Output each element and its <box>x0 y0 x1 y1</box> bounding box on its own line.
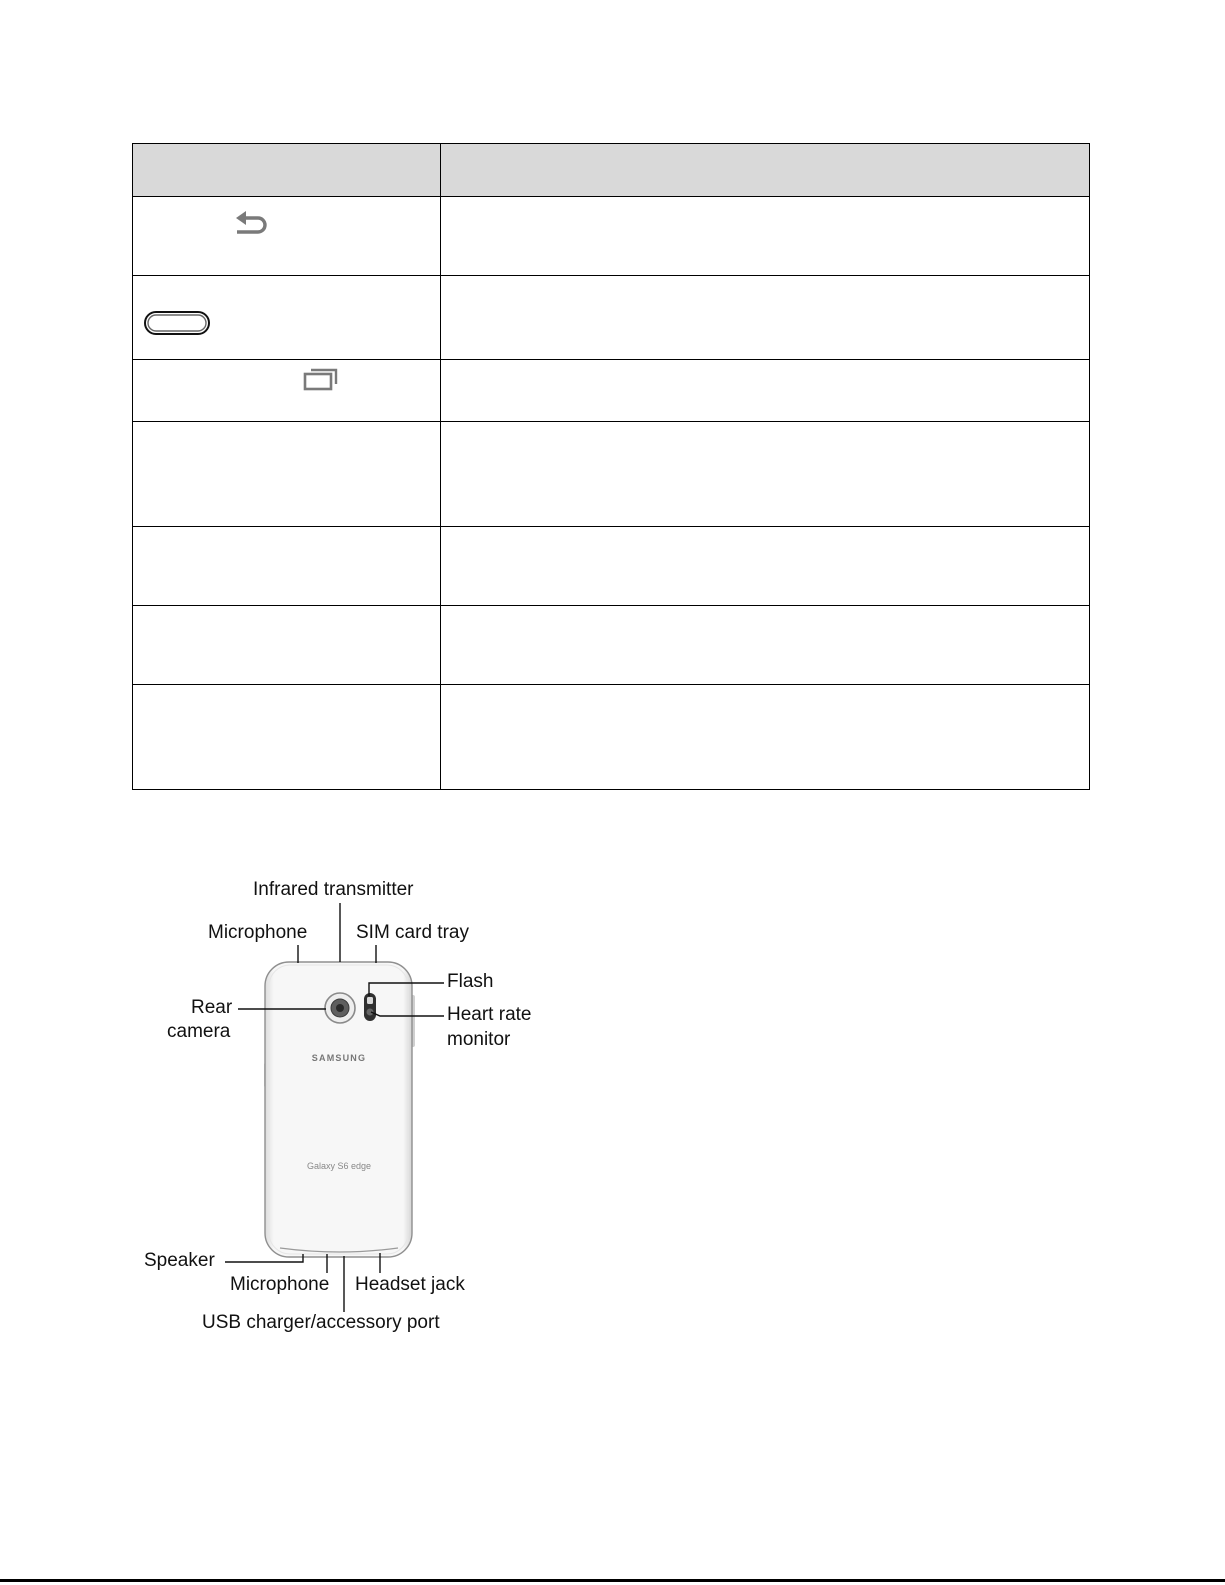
table-row <box>133 276 1090 360</box>
label-sim-card-tray: SIM card tray <box>356 922 469 943</box>
feature-table <box>132 143 1090 790</box>
table-cell <box>133 685 441 790</box>
header-cell-description <box>441 144 1090 197</box>
table-row <box>133 197 1090 276</box>
recent-apps-icon <box>303 366 339 392</box>
table-row <box>133 606 1090 685</box>
flash <box>367 997 373 1004</box>
label-infrared-transmitter: Infrared transmitter <box>253 879 414 900</box>
table-cell <box>441 606 1090 685</box>
table-row <box>133 527 1090 606</box>
table-cell <box>441 276 1090 360</box>
label-heart-rate-line1: Heart rate <box>447 1004 532 1025</box>
table-cell <box>133 527 441 606</box>
label-rear-camera-line2: camera <box>167 1021 231 1042</box>
table-cell <box>441 197 1090 276</box>
table-row <box>133 685 1090 790</box>
label-flash: Flash <box>447 971 494 992</box>
back-arrow-icon <box>233 209 271 237</box>
table-cell <box>441 360 1090 422</box>
table-cell <box>441 685 1090 790</box>
table-row <box>133 360 1090 422</box>
phone-brand: SAMSUNG <box>311 1053 367 1063</box>
table-cell <box>441 527 1090 606</box>
label-microphone-bottom: Microphone <box>230 1274 330 1295</box>
table-cell <box>133 360 441 422</box>
home-key-icon <box>143 310 211 336</box>
table-header-row <box>133 144 1090 197</box>
phone-back-diagram <box>140 875 560 1350</box>
footer-rule <box>0 1579 1225 1582</box>
table-cell <box>133 422 441 527</box>
table-cell <box>441 422 1090 527</box>
label-microphone-top: Microphone <box>208 922 308 943</box>
label-rear-camera-line1: Rear <box>191 997 233 1018</box>
phone-model: Galaxy S6 edge <box>306 1161 372 1171</box>
table-row <box>133 422 1090 527</box>
label-speaker: Speaker <box>144 1250 215 1271</box>
label-usb-port: USB charger/accessory port <box>202 1312 440 1333</box>
header-cell-part <box>133 144 441 197</box>
table-cell <box>133 276 441 360</box>
phone-illustration <box>140 875 560 1350</box>
label-heart-rate-line2: monitor <box>447 1029 511 1050</box>
table-cell <box>133 197 441 276</box>
table-cell <box>133 606 441 685</box>
label-headset-jack: Headset jack <box>355 1274 465 1295</box>
